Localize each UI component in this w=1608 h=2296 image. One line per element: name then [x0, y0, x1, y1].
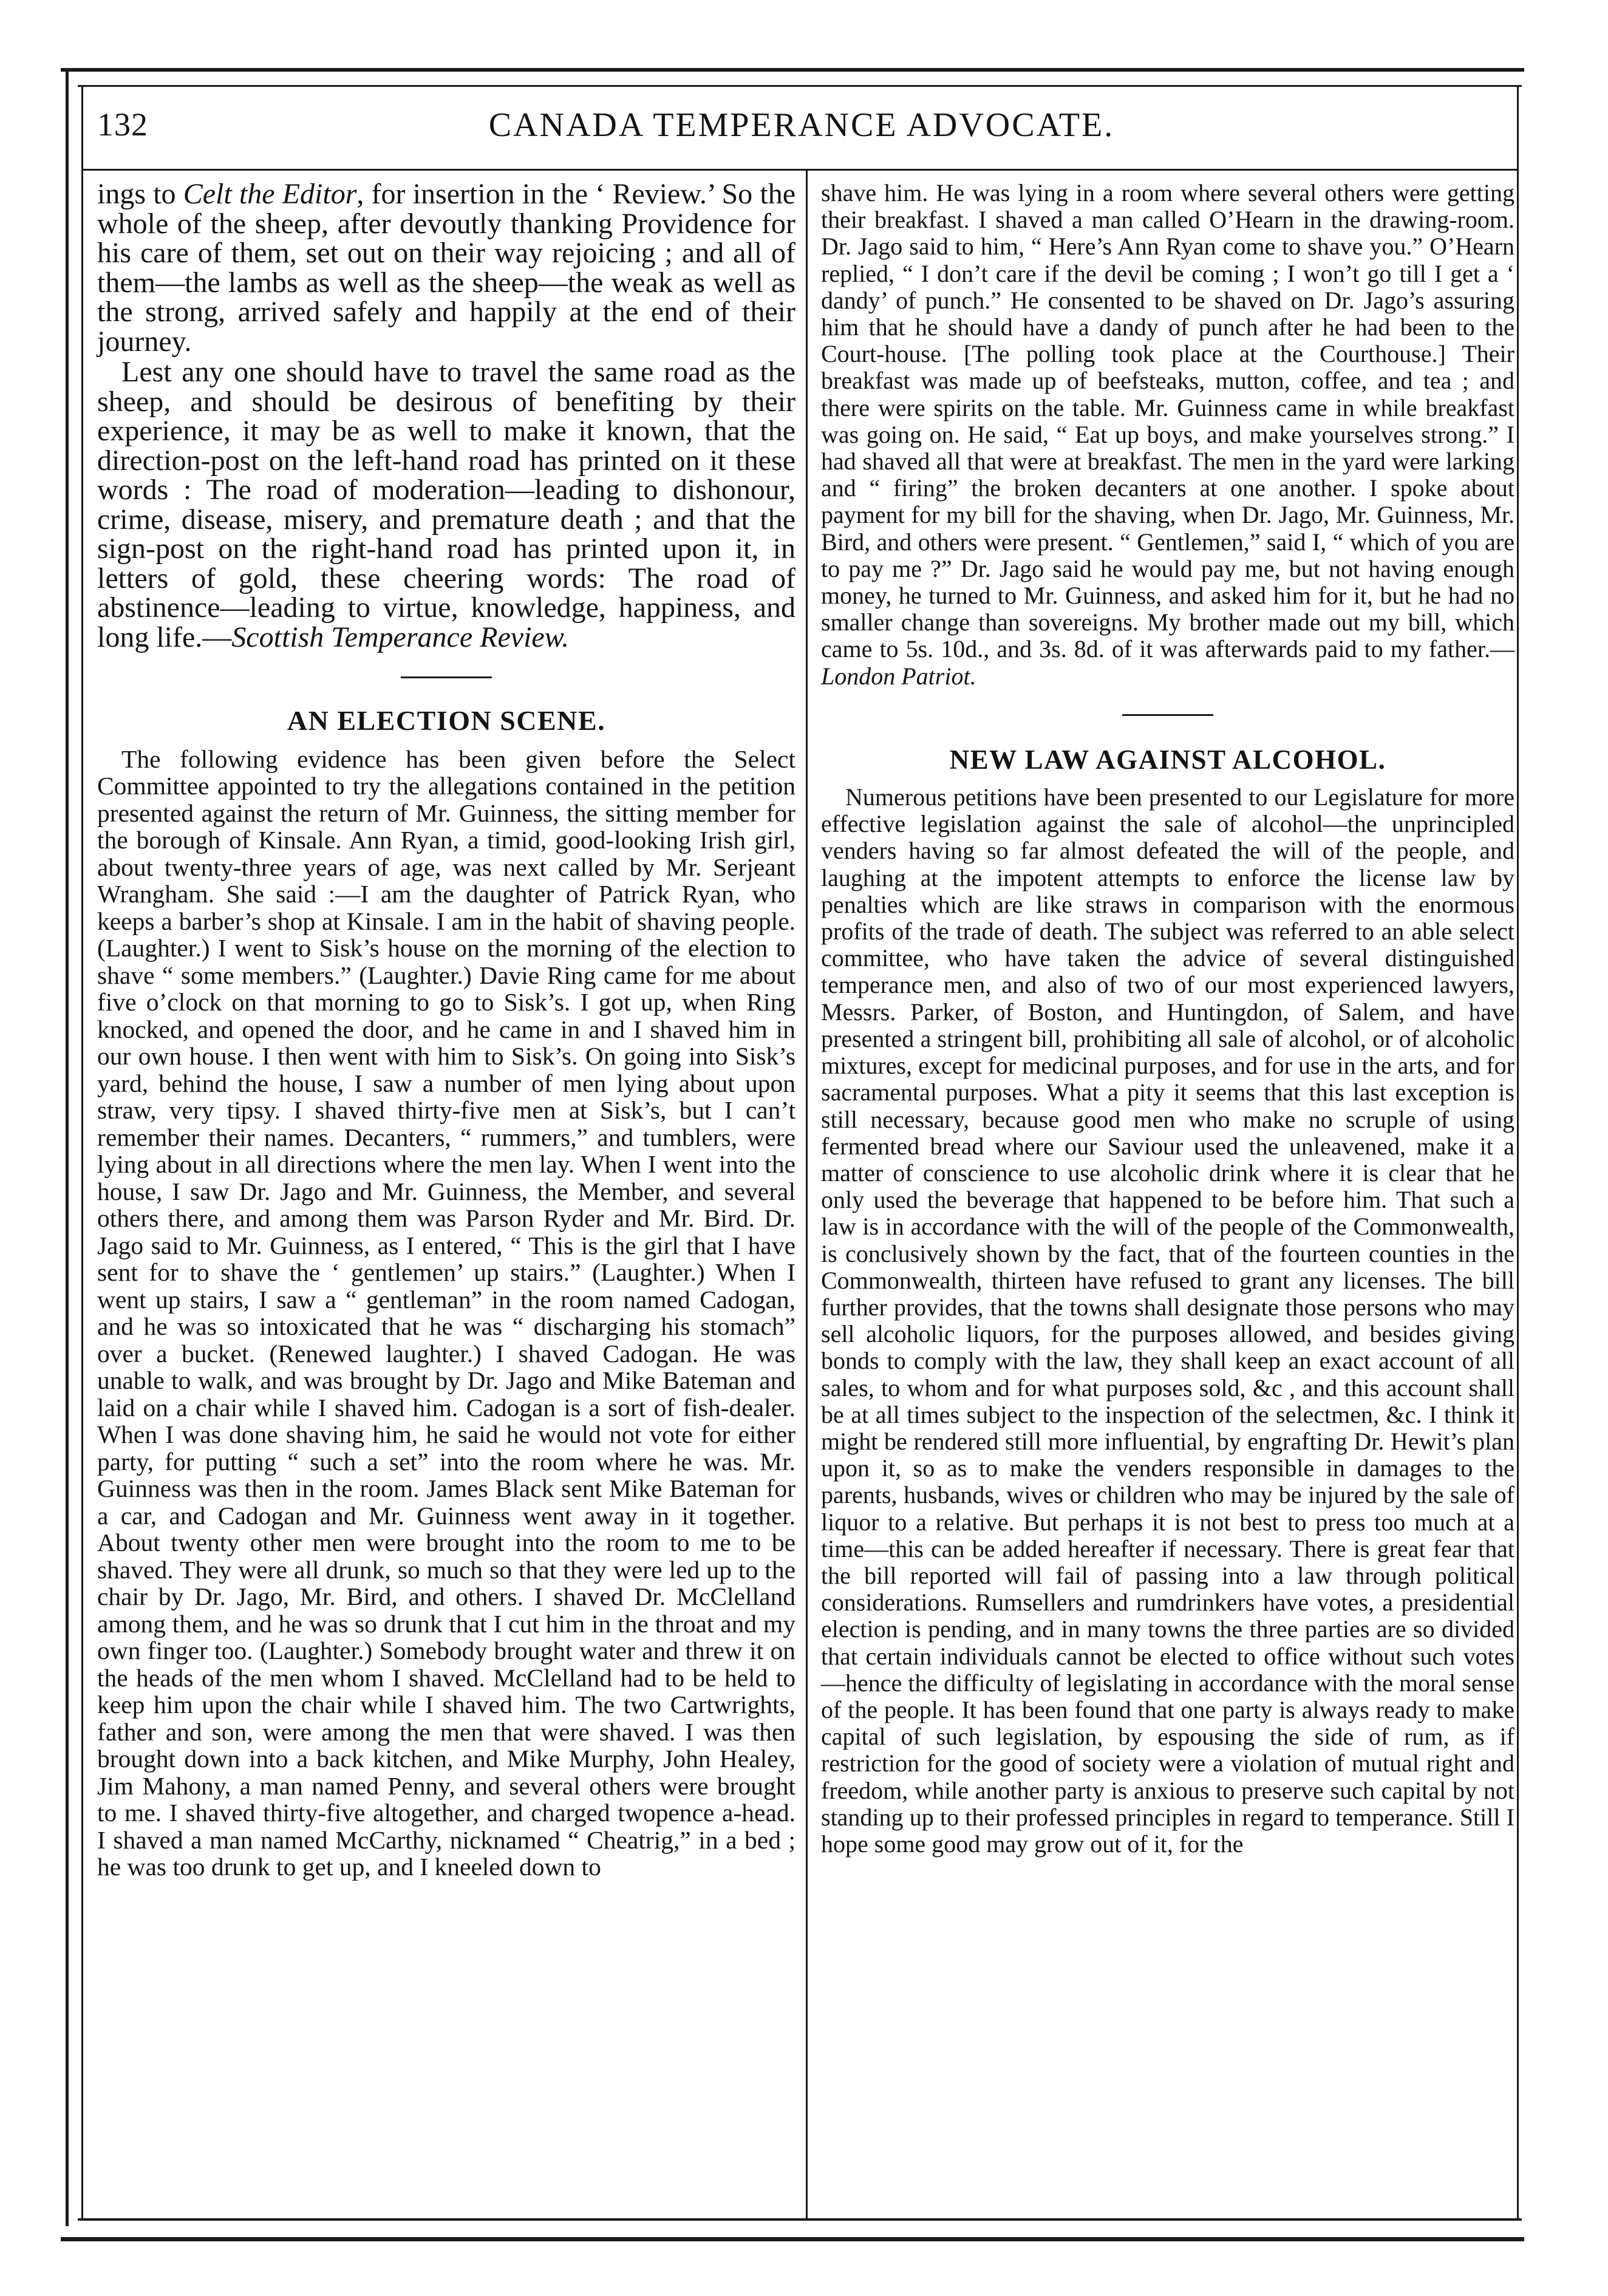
header-rule	[81, 169, 1519, 171]
bottom-outer-rule	[61, 2237, 1524, 2241]
sign-post-paragraph	[97, 358, 795, 652]
right-column	[821, 180, 1514, 1858]
right-inner-rule	[1517, 87, 1519, 2218]
sign-post-text: Lest any one should have to travel the same road as the sheep, and should be desirous of benefiting by their experience, it may be as well to make it known, that the direction-post on the left-hand road has printed on it these words : The road of moderation—leading to dishonour, crime, disease, misery, and premature death ; and that the sign-post on the right-hand road has printed upon it, in letters of gold, these cheering words: The road of abstinence—leading to virtue, knowledge, happiness, and long life.—	[97, 356, 795, 653]
new-law-heading: NEW LAW AGAINST ALCOHOL.	[949, 744, 1386, 775]
scottish-temperance-attribution: Scottish Temperance Review.	[231, 621, 570, 653]
election-scene-body: The following evidence has been given before the Select Committee appointed to try the allegations contained in the petition presented against the return of Mr. Guinness, the sitting member for the borough of Kinsale. Ann Ryan, a timid, good-looking Irish girl, about twenty-three years of age, was next called by Mr. Serjeant Wrangham. She said :—I am the daughter of Patrick Ryan, who keeps a barber’s shop at Kinsale. I am in the habit of shaving people. (Laughter.) I went to Sisk’s house on the morning of the election to shave “ some members.” (Laughter.) Davie Ring came for me about five o’clock on that morning to go to Sisk’s. I got up, when Ring knocked, and opened the door, and he came in and I shaved him in our own house. I then went with him to Sisk’s. On going into Sisk’s yard, behind the house, I saw a number of men lying about upon straw, very tipsy. I shaved thirty-five men at Sisk’s, but I can’t remember their names. Decanters, “ rummers,” and tumblers, were lying about in all directions where the men lay. When I went into the house, I saw Dr. Jago and Mr. Guinness, the Member, and several others there, and among them was Parson Ryder and Mr. Bird. Dr. Jago said to Mr. Guinness, as I entered, “ This is the girl that I have sent for to shave the ‘ gentlemen’ up stairs.” (Laughter.) When I went up stairs, I saw a “ gentleman” in the room named Cadogan, and he was so intoxicated that he was “ discharging his stomach” over a bucket. (Renewed laughter.) I shaved Cadogan. He was unable to walk, and was brought by Dr. Jago and Mike Bateman and laid on a chair while I shaved him. Cadogan is a sort of fish-dealer. When I was done shaving him, he said he would not vote for either party, for putting “ such a set” into the room where he was. Mr. Guinness was then in the room. James Black sent Mike Bateman for a car, and Cadogan and Mr. Guinness went away in it together. About twenty other men were brought into the room to me to be shaved. They were all drunk, so much so that they were led up to the chair by Dr. Jago, Mr. Bird, and others. I shaved Dr. McClelland among them, and he was so drunk that I cut him in the throat and my own finger too. (Laughter.) Somebody brought water and threw it on the heads of the men whom I shaved. McClelland had to be held to keep him upon the chair while I shaved him. The two Cartwrights, father and son, were among the men that were shaved. I was then brought down into a back kitchen, and Mike Murphy, John Healey, Jim Mahony, a man named Penny, and several others were brought to me. I shaved thirty-five altogether, and charged twopence a-head. I shaved a man named McCarthy, nicknamed “ Cheatrig,” in a bed ; he was too drunk to get up, and I kneeled down to	[97, 744, 795, 1881]
column-divider	[806, 171, 808, 2218]
left-column	[97, 180, 795, 1881]
left-outer-rule	[66, 72, 69, 2226]
sheep-story-ending	[97, 180, 795, 356]
london-patriot-attribution: London Patriot.	[821, 662, 976, 690]
election-continuation-text: shave him. He was lying in a room where several others were getting their breakfast. I shaved a man called O’Hearn in the drawing-room. Dr. Jago said to him, “ Here’s Ann Ryan come to shave you.” O’Hearn replied, “ I don’t care if the devil be coming ; I won’t go till I get a ‘ dandy’ of punch.” He consented to be shaved on Dr. Jago’s assuring him that he should have a dandy of punch after he had been to the Court-house. [The polling took place at the Courthouse.] Their breakfast was made up of beefsteaks, mutton, coffee, and tea ; and there were spirits on the table. Mr. Guinness came in while breakfast was going on. He said, “ Eat up boys, and make yourselves strong.” I had shaved all that were at breakfast. The men in the yard were larking and “ firing” the broken decanters at one another. I spoke about payment for my bill for the shaving, when Dr. Jago, Mr. Guinness, Mr. Bird, and others were present. “ Gentlemen,” said I, “ which of you are to pay me ?” Dr. Jago said he would pay me, but not having enough money, he turned to Mr. Guinness, and asked him for it, but he had no smaller change than sovereigns. My brother made out my bill, which came to 5s. 10d., and 3s. 8d. of it was afterwards paid to my father.—	[821, 179, 1514, 663]
new-law-body: Numerous petitions have been presented to our Legislature for more effective legislation against the sale of alcohol—the unprincipled venders having so far almost defeated the will of the people, and laughing at the impotent attempts to enforce the license law by penalties which are like straws in comparison with the enormous profits of the trade of death. The subject was referred to an able select committee, who have taken the advice of several distinguished temperance men, and also of two of our most experienced lawyers, Messrs. Parker, of Boston, and Huntingdon, of Salem, and have presented a stringent bill, prohibiting all sale of alcohol, or of alcoholic mixtures, except for medicinal purposes, and for use in the arts, and for sacramental purposes. What a pity it seems that this last exception is still necessary, because good men who make no scruple of using fermented bread where our Saviour used the unleavened, make it a matter of conscience to use alcoholic drink where it is clear that he only used the beverage that happened to be before him. That such a law is in accordance with the will of the people of the Commonwealth, is conclusively shown by the fact, that of the fourteen counties in the Commonwealth, thirteen have refused to grant any licenses. The bill further provides, that the towns shall designate those persons who may sell alcoholic liquors, for the purposes allowed, and besides giving bonds to comply with the law, they shall keep an exact account of all sales, to whom and for what purposes sold, &c , and this account shall be at all times subject to the inspection of the selectmen, &c. I think it might be rendered still more influential, by engrafting Dr. Hewit’s plan upon it, so as to make the venders responsible in damages to the parents, husbands, wives or children who may be injured by the sale of liquor to a relative. But perhaps it is not best to press too much at a time—this can be added hereafter if necessary. There is great fear that the bill reported will fail of passing into a law through political considerations. Rumsellers and rumdrinkers have votes, a presidential election is pending, and in many towns the three parties are so divided that certain individuals cannot be elected to office without such votes—hence the difficulty of legislating in accordance with the moral sense of the people. It has been found that one party is always ready to make capital of such legislation, by espousing the side of rum, as if restriction for the good of society were a violation of mutual right and freedom, while another party is anxious to preserve such capital by not standing up to their professed principles in regard to temperance. Still I hope some good may grow out of it, for the	[821, 783, 1514, 1858]
top-inner-rule	[78, 85, 1522, 87]
page-number: 132	[97, 106, 148, 143]
celt-the-editor: Celt the Editor	[183, 178, 357, 210]
election-scene-continuation	[821, 180, 1514, 690]
page-header	[91, 97, 1512, 158]
section-divider-short-rule	[1122, 714, 1213, 716]
sheep-story-text-start: ings to	[97, 178, 183, 210]
journal-title: CANADA TEMPERANCE ADVOCATE.	[488, 106, 1115, 144]
top-outer-rule	[61, 68, 1524, 72]
election-scene-heading: AN ELECTION SCENE.	[287, 705, 606, 736]
left-inner-rule	[81, 87, 83, 2218]
sheep-story-text-end: , for insertion in the ‘ Review.’ So the whole of the sheep, after devoutly thanking Providence for his care of them, set out on their way rejoicing ; and all of them—the lambs as well as the sheep—the weak as well as the strong, arrived safely and happily at the end of their journey.	[97, 178, 795, 358]
bottom-inner-rule	[78, 2218, 1522, 2221]
section-divider-short-rule	[401, 676, 492, 678]
